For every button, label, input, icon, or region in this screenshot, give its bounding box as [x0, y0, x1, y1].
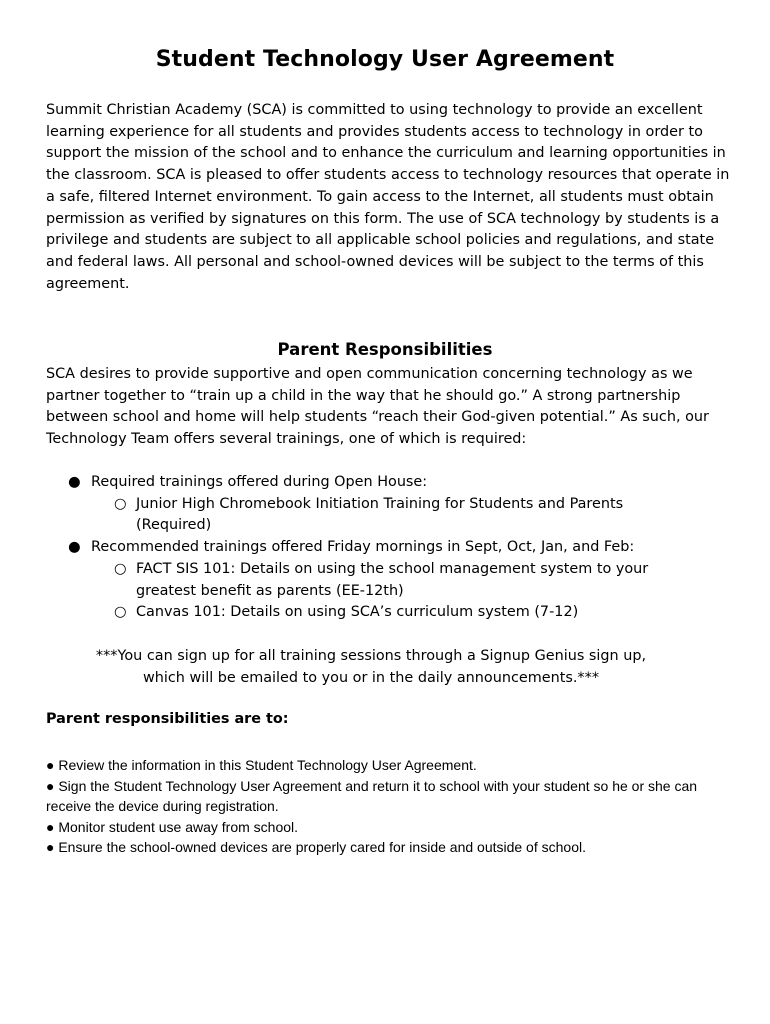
training-item-label: Junior High Chromebook Initiation Training for Students and Parents (Required) — [136, 495, 624, 534]
bullet-icon: ● — [68, 474, 81, 490]
bullet-icon: ● — [68, 539, 81, 556]
signup-note — [46, 646, 696, 689]
parent-responsibilities-heading: Parent Responsibilities — [277, 340, 493, 359]
signup-note-line-1: ***You can sign up for all training sessions through a Signup Genius sign up, — [95, 648, 647, 664]
training-item-label: FACT SIS 101: Details on using the school management system to your greatest benefit as parents (EE-12th) — [136, 560, 649, 599]
list-item: ● Sign the Student Technology User Agreement and return it to school with your student so he or she can receive the device during registration. — [46, 777, 698, 815]
sub-bullet-icon: ○ — [114, 560, 127, 577]
training-category-label: Required trainings offered during Open House: — [91, 474, 428, 490]
responsibilities-heading: Parent responsibilities are to: — [46, 711, 289, 727]
training-item-label: Canvas 101: Details on using SCA’s curriculum system (7-12) — [136, 604, 579, 621]
sub-bullet-icon: ○ — [114, 604, 127, 621]
sub-bullet-icon: ○ — [114, 495, 127, 512]
document-title: Student Technology User Agreement — [155, 47, 615, 72]
parent-section-intro: SCA desires to provide supportive and open communication concerning technology as we partner together to “train up a child in the way that he should go.” A strong partnership between school and home will help students “reach their God-given potential.” As such, our Technology Team offers several trainings, one of which is required: — [46, 366, 709, 448]
list-item — [46, 537, 736, 559]
intro-paragraph: Summit Christian Academy (SCA) is committed to using technology to provide an excellent learning experience for all students and provides students access to technology in order to support the mission of the school and to enhance the curriculum and learning opportunities in the classroom. SCA is pleased to offer students access to technology resources that operate in a safe, filtered Internet environment. To gain access to the Internet, all students must obtain permission as verified by signatures on this form. The use of SCA technology by students is a privilege and students are subject to all applicable school policies and regulations, and state and federal laws. All personal and school-owned devices will be subject to the terms of this agreement. — [46, 102, 730, 292]
list-item — [46, 494, 736, 537]
signup-note-line-2: which will be emailed to you or in the daily announcements.*** — [142, 669, 600, 686]
list-item — [46, 472, 736, 494]
list-item: ● Monitor student use away from school. — [46, 818, 299, 835]
list-item: ● Ensure the school-owned devices are properly cared for inside and outside of school. — [46, 839, 586, 856]
list-item: ● Review the information in this Student Technology User Agreement. — [46, 757, 477, 773]
list-item — [46, 602, 736, 624]
responsibilities-list — [46, 755, 736, 858]
training-category-label: Recommended trainings offered Friday mornings in Sept, Oct, Jan, and Feb: — [91, 539, 635, 556]
training-list — [46, 472, 736, 624]
list-item — [46, 559, 736, 602]
